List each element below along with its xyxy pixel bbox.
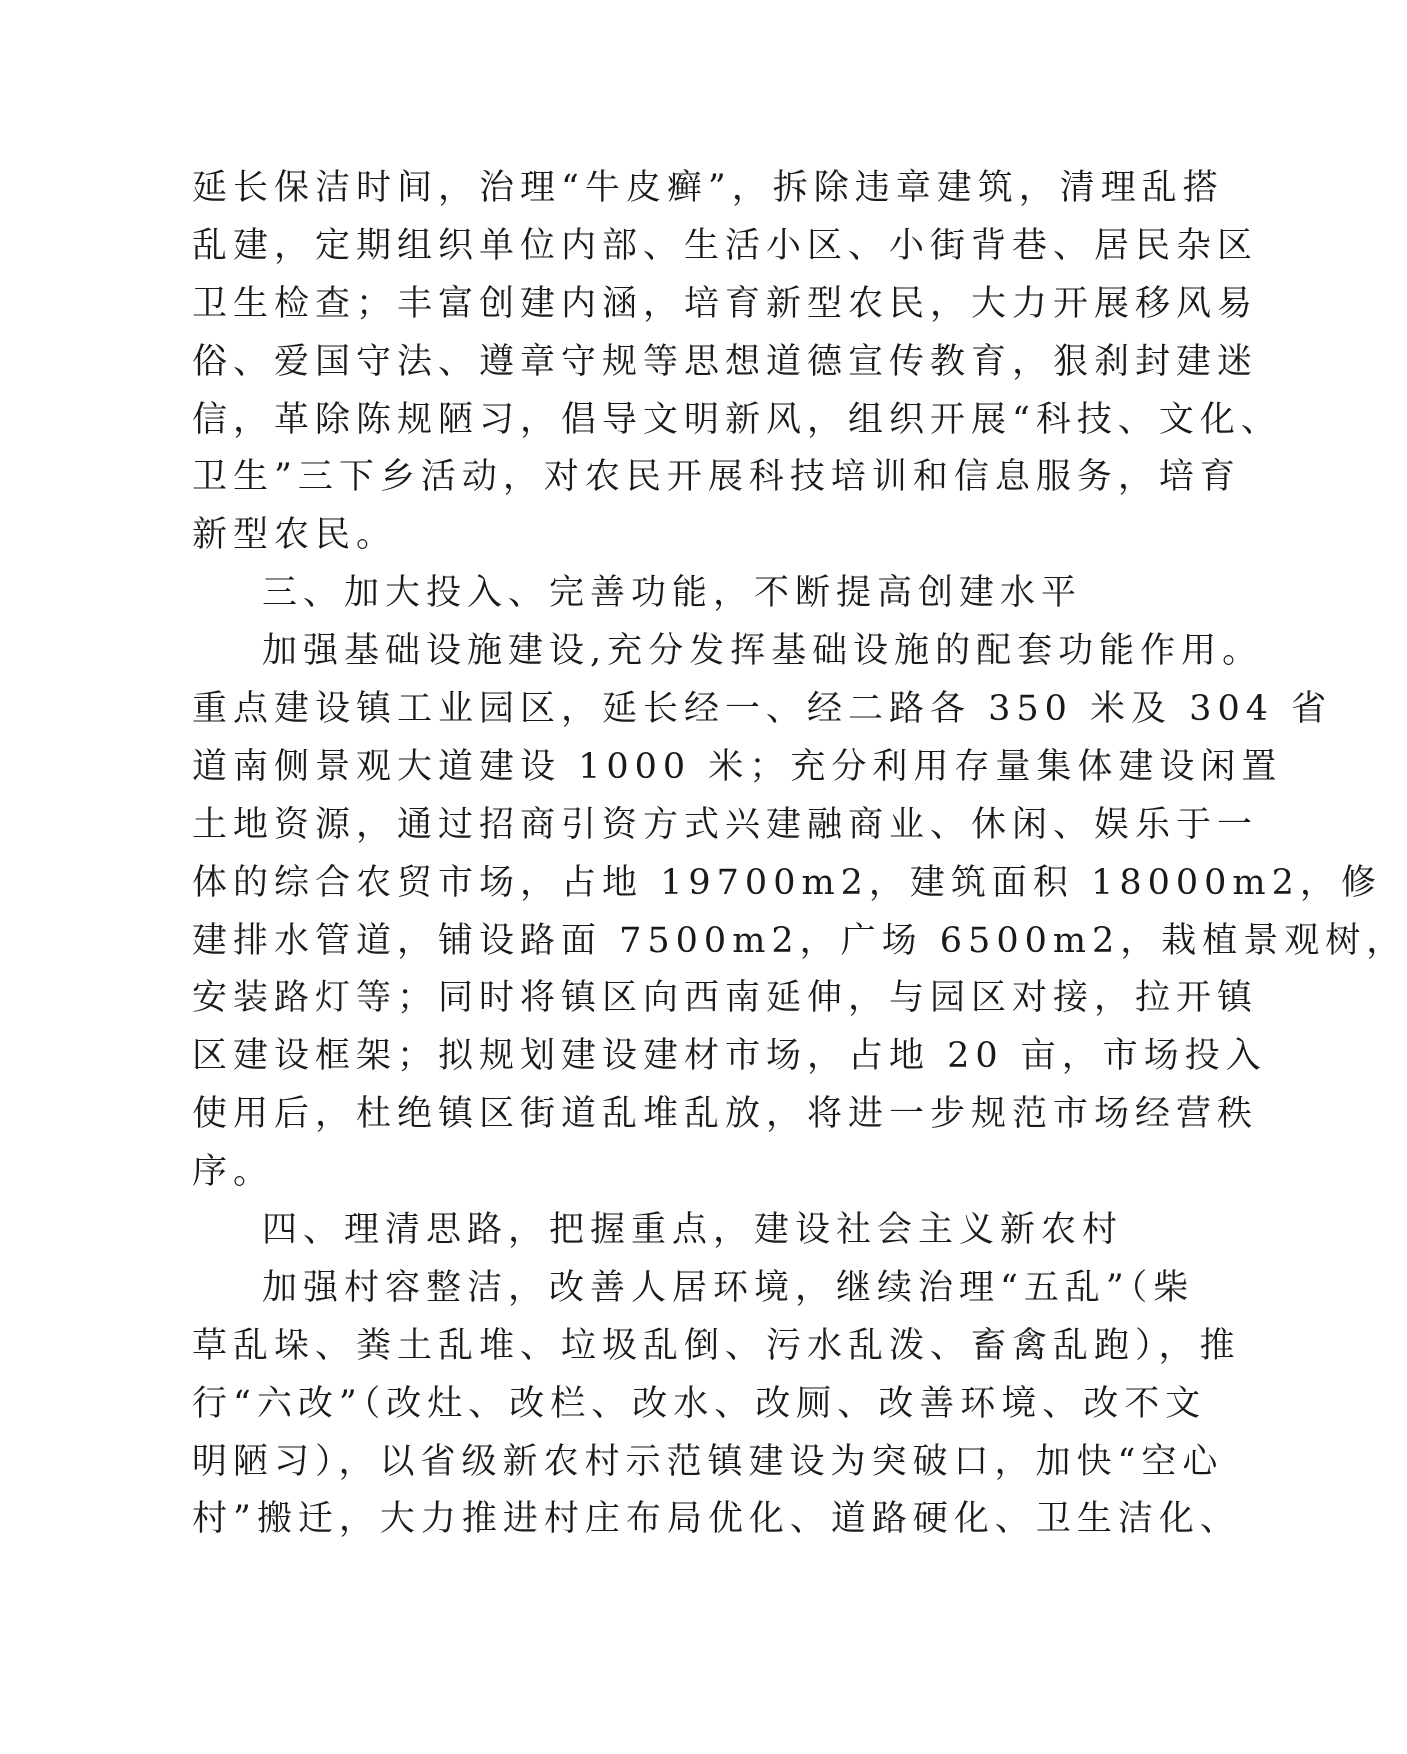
text-line: 加强村容整洁，改善人居环境，继续治理“五乱”（柴 <box>262 1267 1195 1308</box>
text-line: 土地资源，通过招商引资方式兴建融商业、休闲、娱乐于一 <box>192 804 1259 845</box>
text-line: 道南侧景观大道建设 1000 米；充分利用存量集体建设闲置 <box>192 746 1283 787</box>
text-line: 延长保洁时间，治理“牛皮癣”，拆除违章建筑，清理乱搭 <box>192 168 1224 208</box>
body-text <box>192 160 1407 1549</box>
text-line: 草乱垛、粪土乱堆、垃圾乱倒、污水乱泼、畜禽乱跑），推 <box>192 1325 1241 1366</box>
text-line: 新型农民。 <box>192 515 398 556</box>
text-line: 体的综合农贸市场，占地 19700m2，建筑面积 18000m2，修 <box>192 862 1382 903</box>
text-line: 村”搬迁，大力推进村庄布局优化、道路硬化、卫生洁化、 <box>192 1499 1241 1540</box>
text-line: 俗、爱国守法、遵章守规等思想道德宣传教育，狠刹封建迷 <box>192 341 1259 382</box>
text-line: 区建设框架；拟规划建设建材市场，占地 20 亩，市场投入 <box>192 1036 1267 1077</box>
text-line: 使用后，杜绝镇区街道乱堆乱放，将进一步规范市场经营秩 <box>192 1094 1259 1135</box>
text-line: 加强基础设施建设,充分发挥基础设施的配套功能作用。 <box>262 631 1264 672</box>
section-heading: 三、加大投入、完善功能，不断提高创建水平 <box>262 573 1083 614</box>
text-line: 明陋习），以省级新农村示范镇建设为突破口，加快“空心 <box>192 1441 1224 1482</box>
text-line: 乱建，定期组织单位内部、生活小区、小街背巷、居民杂区 <box>192 225 1259 266</box>
text-line: 信，革除陈规陋习，倡导文明新风，组织开展“科技、文化、 <box>192 399 1282 440</box>
text-line: 行“六改”（改灶、改栏、改水、改厕、改善环境、改不文 <box>192 1383 1207 1424</box>
text-line: 卫生”三下乡活动，对农民开展科技培训和信息服务，培育 <box>192 457 1241 498</box>
section-heading: 四、理清思路，把握重点，建设社会主义新农村 <box>262 1210 1124 1251</box>
text-line: 重点建设镇工业园区，延长经一、经二路各 350 米及 304 省 <box>192 689 1333 730</box>
text-line: 安装路灯等；同时将镇区向西南延伸，与园区对接，拉开镇 <box>192 978 1259 1019</box>
text-line: 卫生检查；丰富创建内涵，培育新型农民，大力开展移风易 <box>192 283 1259 324</box>
text-line: 序。 <box>192 1152 275 1193</box>
text-line: 建排水管道，铺设路面 7500m2，广场 6500m2，栽植景观树， <box>192 920 1407 961</box>
